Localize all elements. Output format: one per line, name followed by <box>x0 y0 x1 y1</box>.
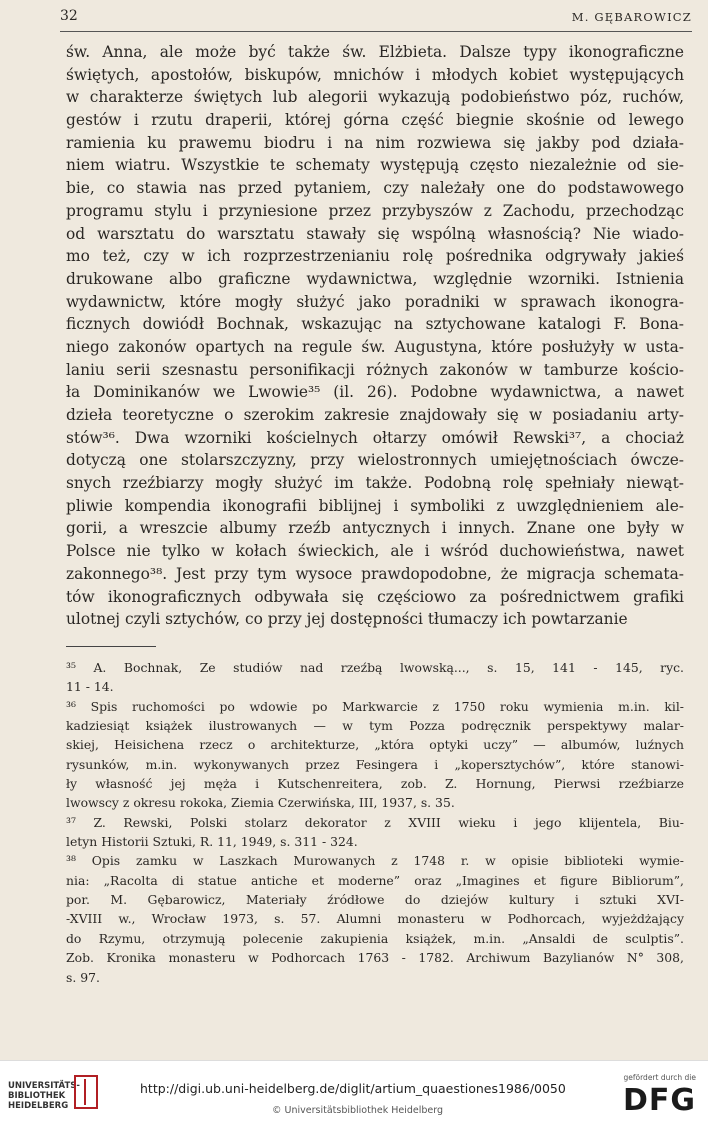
body-line: drukowane albo graficzne wydawnictwa, względnie wzorniki. Istnienia <box>66 269 684 288</box>
body-line: świętych, apostołów, biskupów, mnichów i młodych kobiet występujących <box>66 65 684 84</box>
library-logo-icon <box>74 1075 98 1109</box>
running-title: M. GĘBAROWICZ <box>571 10 692 24</box>
footnote-line: ły własność jej męża i Kutschenreitera, zob. Z. Hornung, Pierwsi rzeźbiarze <box>66 776 684 792</box>
body-line: laniu serii szesnastu personifikacji różnych zakonów w tamburze kościo- <box>66 360 684 379</box>
body-line: mo też, czy w ich rozprzestrzenianiu rolę pośrednika odgrywały jakieś <box>66 247 684 266</box>
footnote-line: por. M. Gębarowicz, Materiały źródłowe do dziejów kultury i sztuki XVI- <box>66 892 684 908</box>
body-line: w charakterze świętych lub alegorii wykazują podobieństwo póz, ruchów, <box>66 88 684 107</box>
body-line: stów³⁶. Dwa wzorniki kościelnych ołtarzy omówił Rewski³⁷, a chociaż <box>66 428 684 447</box>
body-line: niego zakonów opartych na regule św. Augustyna, które posłużyły w usta- <box>66 337 684 356</box>
library-name-line: HEIDELBERG <box>8 1101 69 1111</box>
footnote-line: ³⁸ Opis zamku w Laszkach Murowanych z 1748 r. w opisie biblioteki wymie- <box>66 853 684 869</box>
funding-caption: gefördert durch die <box>623 1073 696 1082</box>
page-header <box>60 8 692 30</box>
footnote-line: s. 97. <box>66 969 100 985</box>
body-line: od warsztatu do warsztatu stawały się wspólną własnością? Nie wiado- <box>66 224 684 243</box>
footnote-line: ³⁵ A. Bochnak, Ze studiów nad rzeźbą lwowską..., s. 15, 141 - 145, ryc. <box>66 660 684 675</box>
footnote-line: -XVIII w., Wrocław 1973, s. 57. Alumni monasteru w Podhorcach, wyjeżdżający <box>66 911 684 927</box>
viewer-footer <box>0 1060 708 1121</box>
body-line: pliwie kompendia ikonografii biblijnej i symboliki z uwzględnieniem ale- <box>66 496 684 515</box>
body-line: ramienia ku prawemu biodru i na nim rozwiewa się jakby pod działa- <box>66 133 684 152</box>
page-number: 32 <box>60 8 78 24</box>
library-name <box>8 1081 80 1111</box>
footnote-line: nia: „Racolta di statue antiche et moderne” oraz „Imagines et figure Bibliorum”, <box>66 872 684 888</box>
footnote-line: lwowscy z okresu rokoka, Ziemia Czerwińska, III, 1937, s. 35. <box>66 795 455 811</box>
body-line: dzieła teoretyczne o szerokim zakresie znajdowały się w posiadaniu arty- <box>66 406 684 424</box>
footnote-line: skiej, Heisichena rzecz o architekturze, „która optyki uczy” — albumów, luźnych <box>66 737 684 753</box>
body-line: ulotnej czyli sztychów, co przy jej dostępności tłumaczy ich powtarzanie <box>66 610 628 629</box>
body-line: tów ikonograficznych odbywała się częściowo za pośrednictwem grafiki <box>66 587 684 606</box>
body-line: gorii, a wreszcie albumy rzeźb antycznych i innych. Znane one były w <box>66 519 684 538</box>
body-line: snych rzeźbiarzy mogły służyć im także. Podobną rolę spełniały niewąt- <box>66 474 684 493</box>
footnote-line: ³⁷ Z. Rewski, Polski stolarz dekorator z XVIII wieku i jego klijentela, Biu- <box>66 814 684 830</box>
body-line: dotyczą one stolarszczyzny, przy wielostronnych umiejętnościach ówcze- <box>66 451 684 470</box>
footnote-line: ³⁶ Spis ruchomości po wdowie po Markwarcie z 1750 roku wymienia m.in. kil- <box>66 698 684 714</box>
body-line: niem wiatru. Wszystkie te schematy występują często niezależnie od sie- <box>66 156 684 175</box>
footnote-line: do Rzymu, otrzymują polecenie zakupienia książek, m.in. „Ansaldi de sculptis”. <box>66 930 684 946</box>
body-line: św. Anna, ale może być także św. Elżbieta. Dalsze typy ikonograficzne <box>66 43 684 61</box>
library-name-line: UNIVERSITÄTS- <box>8 1081 80 1091</box>
header-rule <box>60 31 692 32</box>
footnotes <box>66 658 684 987</box>
body-line: ła Dominikanów we Lwowie³⁵ (il. 26). Podobne wydawnictwa, a nawet <box>66 383 684 402</box>
body-line: wydawnictw, które mogły służyć jako poradniki w sprawach ikonogra- <box>66 292 684 311</box>
dfg-logo: DFG <box>622 1083 696 1118</box>
footnote-line: letyn Historii Sztuki, R. 11, 1949, s. 311 - 324. <box>66 834 358 850</box>
body-line: ficznych dowiódł Bochnak, wskazując na sztychowane katalogi F. Bona- <box>66 315 684 334</box>
body-line: programu stylu i przyniesione przez przybyszów z Zachodu, przechodząc <box>66 201 684 220</box>
footnote-line: Zob. Kronika monasteru w Podhorcach 1763 - 1782. Archiwum Bazylianów N° 308, <box>66 950 684 966</box>
footnote-line: 11 - 14. <box>66 679 114 695</box>
copyright-notice: © Universitätsbibliothek Heidelberg <box>272 1105 444 1116</box>
library-name-line: BIBLIOTHEK <box>8 1091 66 1101</box>
body-line: gestów i rzutu draperii, której górna część biegnie skośnie od lewego <box>66 111 684 130</box>
body-text <box>66 41 684 631</box>
body-line: zakonnego³⁸. Jest przy tym wysoce prawdopodobne, że migracja schemata- <box>66 564 684 583</box>
body-line: Polsce nie tylko w kołach świeckich, ale i wśród duchowieństwa, nawet <box>66 542 684 561</box>
footnote-line: rysunków, m.in. wykonywanych przez Fesingera i „kopersztychów”, które stanowi- <box>66 756 684 772</box>
footnote-rule <box>66 646 156 647</box>
permalink-url[interactable]: http://digi.ub.uni-heidelberg.de/diglit/artium_quaestiones1986/0050 <box>140 1081 566 1096</box>
footnote-line: kadziesiąt książek ilustrowanych — w tym Pozza podręcznik perspektywy malar- <box>66 718 684 734</box>
body-line: bie, co stawia nas przed pytaniem, czy należały one do podstawowego <box>66 179 684 198</box>
